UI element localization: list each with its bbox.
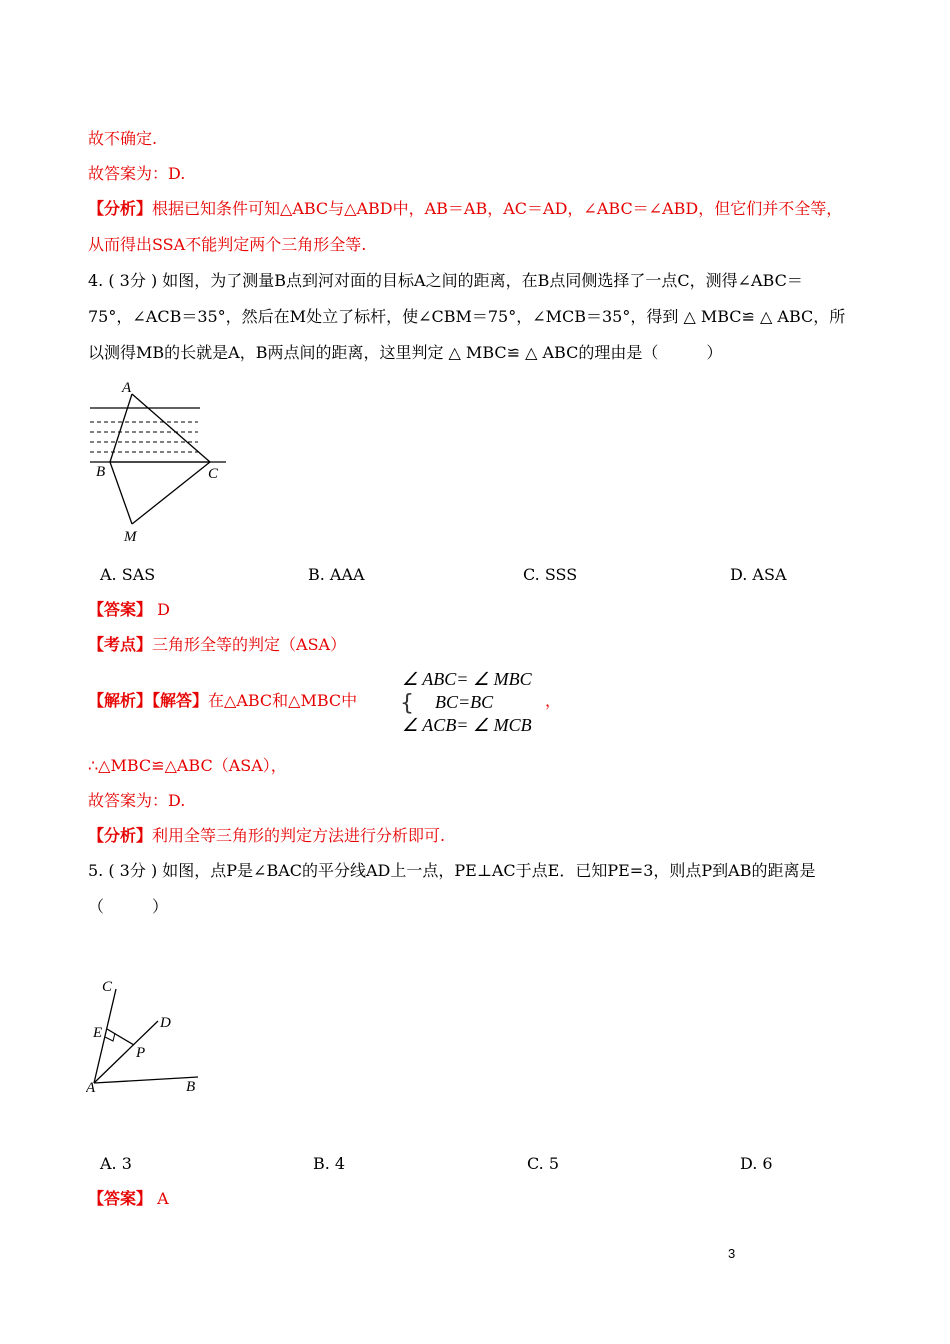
q5-label-c: C [102, 979, 113, 995]
q4-label-a: A [122, 380, 132, 396]
q4-answer-tag: 【答案】 [88, 600, 153, 619]
q3-conclusion: 故不确定. [88, 129, 158, 148]
q4-solve-text: 在△ABC和△MBC中 [208, 691, 358, 710]
q4-solve-tag: 【解析】【解答】 [88, 691, 209, 710]
q5-option-a[interactable]: A. 3 [100, 1154, 132, 1173]
page-number: 3 [728, 1246, 736, 1261]
q4-analysis [88, 825, 445, 847]
left-brace: { [400, 691, 414, 716]
q5-option-b[interactable]: B. 4 [313, 1154, 346, 1173]
q4-point-tag: 【考点】 [88, 635, 153, 654]
q5-option-c[interactable]: C. 5 [527, 1154, 560, 1173]
q4-option-a[interactable]: A. SAS [100, 565, 156, 584]
q5-answer-value: A [157, 1189, 169, 1208]
q5-stem-line1: 5. ( 3分 ) 如图，点P是∠BAC的平分线AD上一点，PE⊥AC于点E．已知PE=3，则点P到AB的距离是 [88, 861, 816, 880]
q4-final-answer: 故答案为：D. [88, 791, 186, 810]
q4-stem-line3: 以测得MB的长就是A，B两点间的距离，这里判定 △ MBC≌ △ ABC的理由是（ ） [88, 343, 723, 362]
q4-answer-value: D [157, 600, 170, 619]
q3-analysis-text: 根据已知条件可知△ABC与△ABD中，AB＝AB，AC＝AD，∠ABC＝∠ABD，但它们并不全等， [152, 199, 843, 218]
q4-option-c[interactable]: C. SSS [523, 565, 578, 584]
q4-equation-2: BC=BC [435, 692, 494, 712]
q5-answer-tag: 【答案】 [88, 1189, 153, 1208]
q4-label-c: C [208, 466, 219, 482]
q4-equation-1: ∠ ABC= ∠ MBC [402, 669, 532, 689]
q4-option-b[interactable]: B. AAA [308, 565, 365, 584]
q5-option-d[interactable]: D. 6 [740, 1154, 773, 1173]
q4-river-figure [86, 378, 236, 546]
q4-stem-line2: 75°，∠ACB＝35°，然后在M处立了标杆，使∠CBM＝75°，∠MCB＝35°，得到 △ MBC≌ △ ABC，所 [88, 307, 846, 326]
q3-final-answer: 故答案为：D. [88, 164, 186, 183]
q5-stem-line2: （ ） [88, 897, 169, 916]
q4-knowledge-point [88, 634, 346, 656]
q5-label-e: E [93, 1025, 103, 1041]
q4-answer [88, 599, 170, 621]
q4-analysis-text: 利用全等三角形的判定方法进行分析即可. [152, 826, 446, 845]
q4-label-m: M [124, 529, 137, 545]
q5-label-d: D [160, 1015, 171, 1031]
q4-stem-line1: 4. ( 3分 ) 如图，为了测量B点到河对面的目标A之间的距离，在B点同侧选择了一点C，测得∠ABC＝ [88, 271, 803, 290]
q4-analysis-tag: 【分析】 [88, 826, 153, 845]
q4-solution [88, 690, 357, 712]
q5-label-p: P [136, 1045, 146, 1061]
q5-angle-figure [86, 975, 216, 1100]
q4-equation-comma: ， [545, 691, 562, 710]
q3-analysis-cont: 从而得出SSA不能判定两个三角形全等. [88, 235, 367, 254]
q4-option-d[interactable]: D. ASA [730, 565, 787, 584]
q5-label-b: B [186, 1079, 196, 1095]
q4-label-b: B [96, 464, 106, 480]
q4-therefore: ∴△MBC≌△ABC（ASA）， [88, 756, 287, 775]
q4-equation-3: ∠ ACB= ∠ MCB [402, 715, 532, 735]
q4-equation-system [400, 668, 550, 740]
q5-answer [88, 1188, 169, 1210]
q5-label-a: A [86, 1080, 96, 1096]
q3-analysis-tag: 【分析】 [88, 199, 153, 218]
q4-point-text: 三角形全等的判定（ASA） [152, 635, 347, 654]
q3-analysis [88, 198, 842, 220]
